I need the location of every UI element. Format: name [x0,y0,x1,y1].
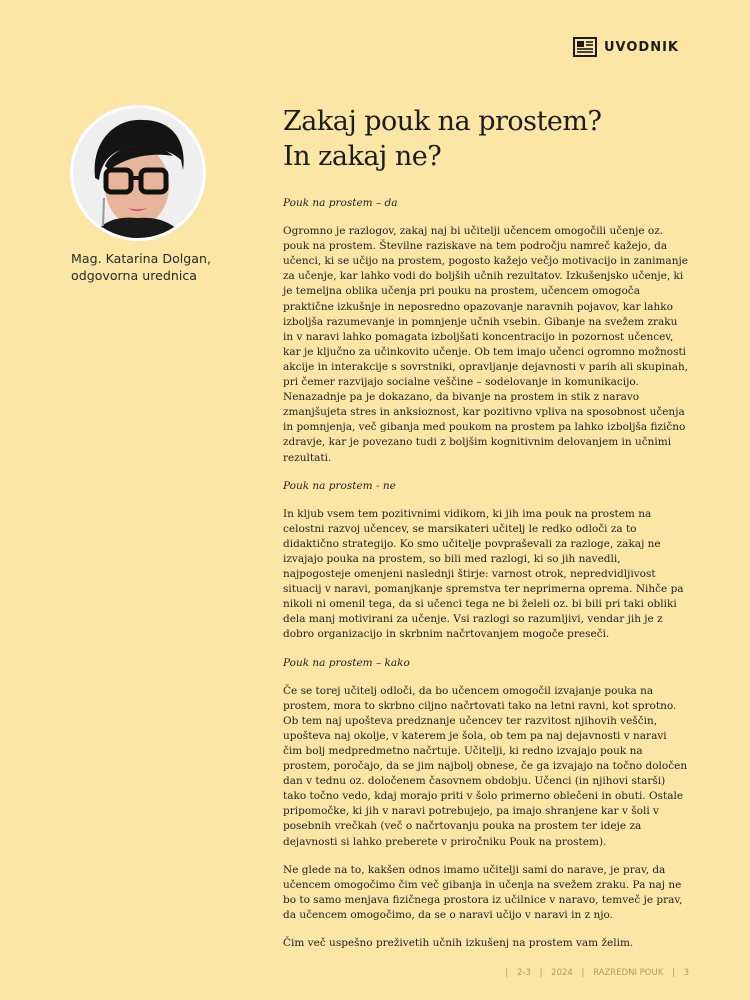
footer-issue: 2-3 [517,968,531,978]
footer-separator: | [581,968,585,978]
paragraph: Ne glede na to, kakšen odnos imamo učitelji sami do narave, je prav, da učencem omogočimo čim več gibanja in učenja na svežem zraku. Pa naj ne bo to samo menjava fizičnega prostora iz učilnice v naravo, temveč je prav, da učencem omogočimo, da se o naravi učijo v naravi in z njo. [283,863,683,921]
subheading-da: Pouk na prostem – da [283,197,398,209]
paragraph: Če se torej učitelj odloči, da bo učencem omogočil izvajanje pouka na prostem, mora to skrbno ciljno načrtovati tako na letni ravni, kot sprotno. Ob tem naj upošteva predznanje učencev ter razvitost njihovih veščin, upošteva naj okolje, v katerem je šola, ob tem pa naj dejavnosti v naravi čim bolj medpredmetno načrtuje. Učitelji, ki redno izvajajo pouk na prostem, poročajo, da se jim najbolj obnese, če ga izvajajo na točno določen dan v tednu oz. določenem časovnem obdobju. Učenci (in njihovi starši) tako točno vedo, kdaj morajo priti v šolo primerno oblečeni in obuti. Ostale pripomočke, ki jih v naravi potrebujejo, pa imajo shranjene kar v šoli v posebnih vrečkah (več o načrtovanju pouka na prostem ter ideje za dejavnosti si lahko preberete v priročniku Pouk na prostem). [283,684,688,848]
article-body [283,196,689,964]
paragraph: Čim več uspešno preživetih učnih izkušenj na prostem vam želim. [283,937,634,950]
page-footer [502,968,692,978]
title-line-1: Zakaj pouk na prostem? [283,106,602,137]
section-label: UVODNIK [603,39,679,55]
author-role: odgovorna urednica [71,268,197,283]
footer-separator: | [672,968,675,978]
paragraph: Ogromno je razlogov, zakaj naj bi učitelji učencem omogočili učenje oz. pouk na prostem. Številne raziskave na tem področju namreč kažejo, da učenci, ki se učijo na prostem, pogosto kažejo večjo motivacijo in zanimanje za učenje, kar lahko vodi do boljših učnih rezultatov. Izkušenjsko učenje, ki je temeljna oblika učenja pri pouku na prostem, učencem omogoča praktične izkušnje in neposredno opazovanje naravnih pojavov, kar lahko izboljša razumevanje in pomnjenje učnih vsebin. Gibanje na svežem zraku in v naravi lahko pomagata izboljšati koncentracijo in pozornost učencev, kar je ključno za učinkovito učenje. Ob tem imajo učenci ogromno možnosti akcije in interakcije s sovrstniki, opravljanje dejavnosti v parih ali skupinah, pri čemer razvijajo socialne veščine – sodelovanje in komunikacijo. Nenazadnje pa je dokazano, da bivanje na prostem in stik z naravo zmanjšujeta stres in anksioznost, kar pozitivno vpliva na sposobnost učenja in pomnjenja, več gibanja med poukom na prostem pa lahko izboljša fizično zdravje, kar je povezano tudi z boljšim kognitivnim delovanjem in učnimi rezultati. [283,225,689,464]
author-caption [71,250,251,284]
subheading-ne: Pouk na prostem - ne [283,479,396,492]
article-title [283,104,703,174]
author-portrait [73,108,203,238]
title-line-2: In zakaj ne? [283,141,442,172]
footer-magazine: RAZREDNI POUK [593,968,664,978]
section-tag [573,37,679,57]
footer-separator: | [505,968,509,978]
footer-separator: | [539,968,543,978]
footer-year: 2024 [551,968,573,978]
newspaper-icon [573,37,597,57]
author-name: Mag. Katarina Dolgan, [71,251,211,266]
page-number: 3 [683,968,689,978]
subheading-kako: Pouk na prostem – kako [283,656,410,669]
paragraph: In kljub vsem tem pozitivnimi vidikom, ki jih ima pouk na prostem na celostni razvoj učencev, se marsikateri učitelj le redko odloči za to didaktično strategijo. Ko smo učitelje povpraševali za razloge, zakaj ne izvajajo pouka na prostem, so bili med razlogi, ki so jih navedli, najpogosteje omenjeni naslednji štirje: varnost otrok, nepredvidljivost situacij v naravi, pomanjkanje spremstva ter neprimerna oprema. Nihče pa nikoli ni omenil tega, da si učenci tega ne bi želeli oz. bi bili pri taki obliki dela manj motivirani za učenje. Vsi razlogi so razumljivi, vendar jih je z dobro organizacijo in skrbnim načrtovanjem mogoče preseči. [283,507,684,641]
